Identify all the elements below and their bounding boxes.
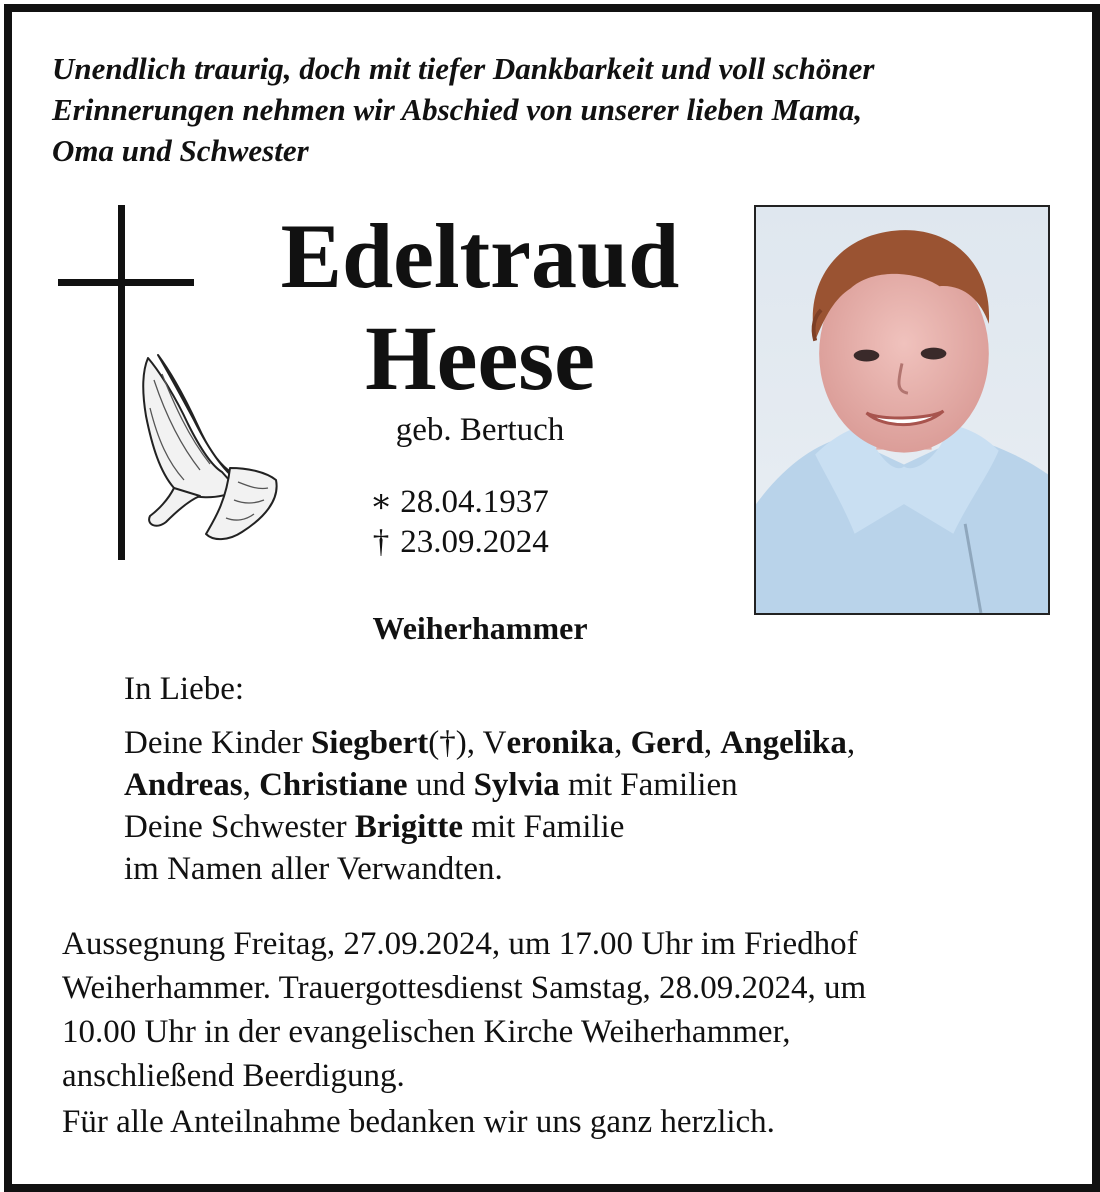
- thanks-text: Für alle Anteilnahme bedanken wir uns ganz herzlich.: [62, 1104, 775, 1140]
- service-line: Aussegnung Freitag, 27.09.2024, um 17.00 Uhr im Friedhof: [62, 926, 858, 962]
- portrait-illustration: [756, 207, 1048, 613]
- birth-name: geb. Bertuch: [395, 412, 565, 448]
- mourners-line-children: [124, 722, 1024, 764]
- text-fragment: mit Familien: [559, 767, 738, 803]
- child-name: Sylvia: [473, 767, 560, 803]
- service-details: [62, 922, 1062, 1098]
- text-fragment: ,: [703, 725, 721, 761]
- mourners-heading: In Liebe:: [124, 671, 245, 707]
- child-name: Christiane: [259, 767, 408, 803]
- sister-name: Brigitte: [354, 809, 464, 845]
- deceased-last-name: Heese: [365, 307, 595, 409]
- text-fragment: Deine Schwester: [124, 809, 355, 845]
- text-fragment: ,: [242, 767, 260, 803]
- intro-text: [52, 48, 1062, 171]
- birth-date-row: [370, 482, 549, 522]
- child-name: Siegbert: [310, 725, 429, 761]
- mourners-line-relatives: im Namen aller Verwandten.: [124, 851, 503, 887]
- birth-date: 28.04.1937: [400, 484, 549, 520]
- portrait-photo: [754, 205, 1050, 615]
- dagger-icon: †: [439, 725, 456, 761]
- death-date-row: [370, 522, 549, 562]
- residence-place: Weiherhammer: [372, 610, 588, 646]
- text-fragment: (: [428, 725, 440, 761]
- text-fragment: ), V: [455, 725, 507, 761]
- child-name: Andreas: [124, 767, 243, 803]
- text-fragment: mit Familie: [463, 809, 625, 845]
- text-fragment: ,: [614, 725, 631, 761]
- service-line: 10.00 Uhr in der evangelischen Kirche Weiherhammer,: [62, 1014, 791, 1050]
- intro-line: Oma und Schwester: [52, 133, 309, 168]
- death-date: 23.09.2024: [400, 524, 549, 560]
- child-name: eronika: [506, 725, 615, 761]
- mourners-line-sister: [124, 806, 1024, 848]
- service-line: anschließend Beerdigung.: [62, 1058, 405, 1094]
- intro-line: Erinnerungen nehmen wir Abschied von unserer lieben Mama,: [52, 92, 863, 127]
- birth-star-icon: ∗: [370, 484, 393, 520]
- text-fragment: ,: [846, 725, 856, 761]
- mourners-line-children-2: [124, 764, 1024, 806]
- mourners-section: [124, 668, 1024, 890]
- death-dagger-icon: †: [372, 524, 390, 560]
- text-fragment: Deine Kinder: [124, 725, 311, 761]
- child-name: Gerd: [630, 725, 704, 761]
- text-fragment: und: [407, 767, 474, 803]
- deceased-first-name: Edeltraud: [280, 205, 680, 307]
- intro-line: Unendlich traurig, doch mit tiefer Dankbarkeit und voll schöner: [52, 51, 875, 86]
- service-line: Weiherhammer. Trauergottesdienst Samstag, 28.09.2024, um: [62, 970, 867, 1006]
- child-name: Angelika: [720, 725, 847, 761]
- life-dates: [370, 482, 549, 562]
